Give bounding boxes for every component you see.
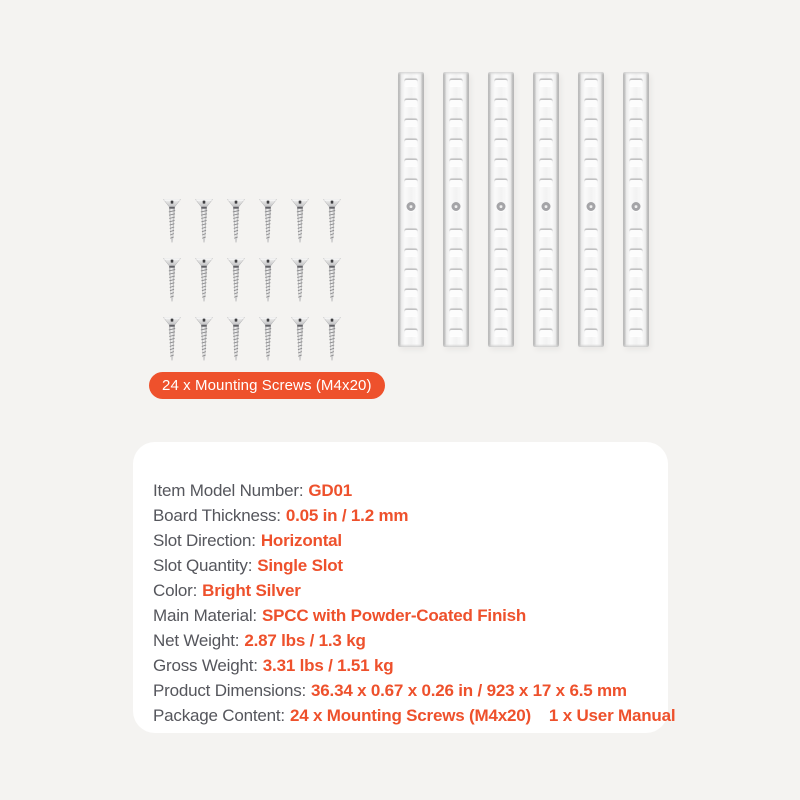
spec-label: Main Material: — [153, 606, 257, 625]
rail-slot — [630, 140, 643, 146]
rail-slot — [630, 290, 643, 296]
rail-slot — [495, 120, 508, 126]
slotted-standards-group — [398, 72, 649, 347]
rail-slot — [495, 80, 508, 86]
screw-icon — [226, 257, 246, 303]
rail-slot — [405, 230, 418, 236]
rail-slot — [540, 140, 553, 146]
rail-slot — [495, 140, 508, 146]
mounting-screws-badge — [149, 372, 385, 399]
rail-slot — [495, 160, 508, 166]
screw-icon — [290, 198, 310, 244]
spec-row — [153, 478, 648, 503]
rail-slot — [630, 250, 643, 256]
rail-slot — [450, 80, 463, 86]
mounting-screw — [284, 316, 316, 375]
mounting-screw — [316, 198, 348, 257]
spec-row — [153, 503, 648, 528]
rail-slot — [630, 120, 643, 126]
spec-label: Slot Direction: — [153, 531, 256, 550]
spec-row — [153, 678, 648, 703]
rail-slot — [405, 290, 418, 296]
spec-value: 24 x Mounting Screws (M4x20) — [289, 706, 531, 725]
mounting-screw — [220, 316, 252, 375]
rail-slot — [540, 270, 553, 276]
mounting-screw — [188, 257, 220, 316]
rail-slot — [540, 330, 553, 336]
rail-slot — [495, 310, 508, 316]
rail-mounting-hole — [587, 202, 596, 211]
spec-list — [153, 478, 676, 728]
spec-value: 0.05 in / 1.2 mm — [285, 506, 409, 525]
rail-slot — [405, 100, 418, 106]
mounting-screw — [188, 316, 220, 375]
rail-slot — [540, 180, 553, 186]
spec-label: Slot Quantity: — [153, 556, 253, 575]
rail-slot — [630, 100, 643, 106]
screw-icon — [322, 198, 342, 244]
rail-slot — [405, 180, 418, 186]
rail-slot — [585, 100, 598, 106]
mounting-screw — [252, 198, 284, 257]
rail-mounting-hole — [542, 202, 551, 211]
spec-label: Color: — [153, 581, 198, 600]
mounting-screw — [252, 316, 284, 375]
rail-slot — [630, 310, 643, 316]
rail-slot — [540, 160, 553, 166]
rail-slot — [405, 250, 418, 256]
spec-row — [153, 603, 648, 628]
mounting-screws-badge-label: 24 x Mounting Screws (M4x20) — [162, 377, 372, 394]
screw-icon — [194, 257, 214, 303]
rail-slot — [540, 100, 553, 106]
mounting-screw — [156, 198, 188, 257]
rail-slot — [405, 80, 418, 86]
rail-slot — [405, 120, 418, 126]
spec-value: SPCC with Powder-Coated Finish — [261, 606, 527, 625]
rail-slot — [540, 290, 553, 296]
spec-row — [153, 528, 648, 553]
spec-row — [153, 578, 648, 603]
rail-slot — [540, 80, 553, 86]
rail-mounting-hole — [452, 202, 461, 211]
rail-slot — [405, 330, 418, 336]
rail-slot — [450, 100, 463, 106]
rail-slot — [540, 250, 553, 256]
rail-slot — [405, 310, 418, 316]
rail-slot — [585, 290, 598, 296]
rail-slot — [450, 140, 463, 146]
rail-slot — [450, 330, 463, 336]
rail-slot — [585, 270, 598, 276]
rail-slot — [450, 160, 463, 166]
rail-slot — [405, 270, 418, 276]
spec-value: 2.87 lbs / 1.3 kg — [244, 631, 366, 650]
mounting-screw — [188, 198, 220, 257]
mounting-screw — [220, 257, 252, 316]
spec-card — [133, 442, 676, 733]
spec-label: Gross Weight: — [153, 656, 258, 675]
rail-slot — [495, 180, 508, 186]
screw-icon — [226, 316, 246, 362]
rail-slot — [585, 250, 598, 256]
rail-slot — [585, 330, 598, 336]
rail-slot — [540, 230, 553, 236]
slotted-standard-rail — [488, 72, 514, 347]
rail-slot — [495, 100, 508, 106]
rail-slot — [585, 310, 598, 316]
rail-slot — [630, 160, 643, 166]
spec-label: Product Dimensions: — [153, 681, 307, 700]
spec-label: Net Weight: — [153, 631, 240, 650]
screw-icon — [162, 257, 182, 303]
spec-value: Horizontal — [260, 531, 342, 550]
mounting-screw — [316, 257, 348, 316]
spec-value: Single Slot — [257, 556, 343, 575]
rail-slot — [450, 180, 463, 186]
screw-icon — [162, 198, 182, 244]
rail-slot — [585, 140, 598, 146]
rail-slot — [405, 140, 418, 146]
mounting-screw — [284, 257, 316, 316]
rail-slot — [540, 310, 553, 316]
slotted-standard-rail — [578, 72, 604, 347]
mounting-screw — [316, 316, 348, 375]
rail-slot — [450, 310, 463, 316]
slotted-standard-rail — [533, 72, 559, 347]
spec-row — [153, 628, 648, 653]
mounting-screw — [220, 198, 252, 257]
rail-slot — [630, 330, 643, 336]
mounting-screw — [284, 198, 316, 257]
screw-icon — [162, 316, 182, 362]
spec-value: GD01 — [308, 481, 353, 500]
rail-slot — [495, 330, 508, 336]
rail-slot — [450, 120, 463, 126]
rail-mounting-hole — [497, 202, 506, 211]
spec-row — [153, 653, 648, 678]
rail-slot — [630, 80, 643, 86]
spec-label: Package Content: — [153, 706, 285, 725]
rail-slot — [585, 230, 598, 236]
screw-icon — [322, 316, 342, 362]
slotted-standard-rail — [398, 72, 424, 347]
rail-slot — [405, 160, 418, 166]
spec-value: Bright Silver — [202, 581, 301, 600]
spec-row — [153, 703, 676, 728]
rail-slot — [585, 120, 598, 126]
screw-icon — [258, 257, 278, 303]
rail-slot — [495, 290, 508, 296]
mounting-screw — [252, 257, 284, 316]
rail-slot — [450, 230, 463, 236]
spec-row — [153, 553, 648, 578]
rail-mounting-hole — [407, 202, 416, 211]
rail-slot — [630, 270, 643, 276]
rail-slot — [495, 270, 508, 276]
slotted-standard-rail — [623, 72, 649, 347]
rail-slot — [585, 180, 598, 186]
screw-icon — [290, 316, 310, 362]
screw-icon — [194, 198, 214, 244]
screw-icon — [258, 316, 278, 362]
screw-icon — [290, 257, 310, 303]
slotted-standard-rail — [443, 72, 469, 347]
rail-slot — [630, 230, 643, 236]
spec-label: Item Model Number: — [153, 481, 304, 500]
rail-slot — [585, 80, 598, 86]
screw-icon — [226, 198, 246, 244]
rail-slot — [450, 270, 463, 276]
rail-slot — [495, 250, 508, 256]
spec-value: 36.34 x 0.67 x 0.26 in / 923 x 17 x 6.5 mm — [311, 681, 627, 700]
rail-slot — [585, 160, 598, 166]
screw-icon — [258, 198, 278, 244]
rail-slot — [630, 180, 643, 186]
rail-slot — [450, 290, 463, 296]
rail-slot — [540, 120, 553, 126]
spec-value: 3.31 lbs / 1.51 kg — [262, 656, 394, 675]
mounting-screw — [156, 257, 188, 316]
mounting-screw — [156, 316, 188, 375]
spec-value-extra: 1 x User Manual — [548, 706, 676, 725]
screw-icon — [194, 316, 214, 362]
spec-label: Board Thickness: — [153, 506, 281, 525]
rail-mounting-hole — [632, 202, 641, 211]
screw-icon — [322, 257, 342, 303]
rail-slot — [450, 250, 463, 256]
screws-grid — [156, 198, 348, 375]
rail-slot — [495, 230, 508, 236]
